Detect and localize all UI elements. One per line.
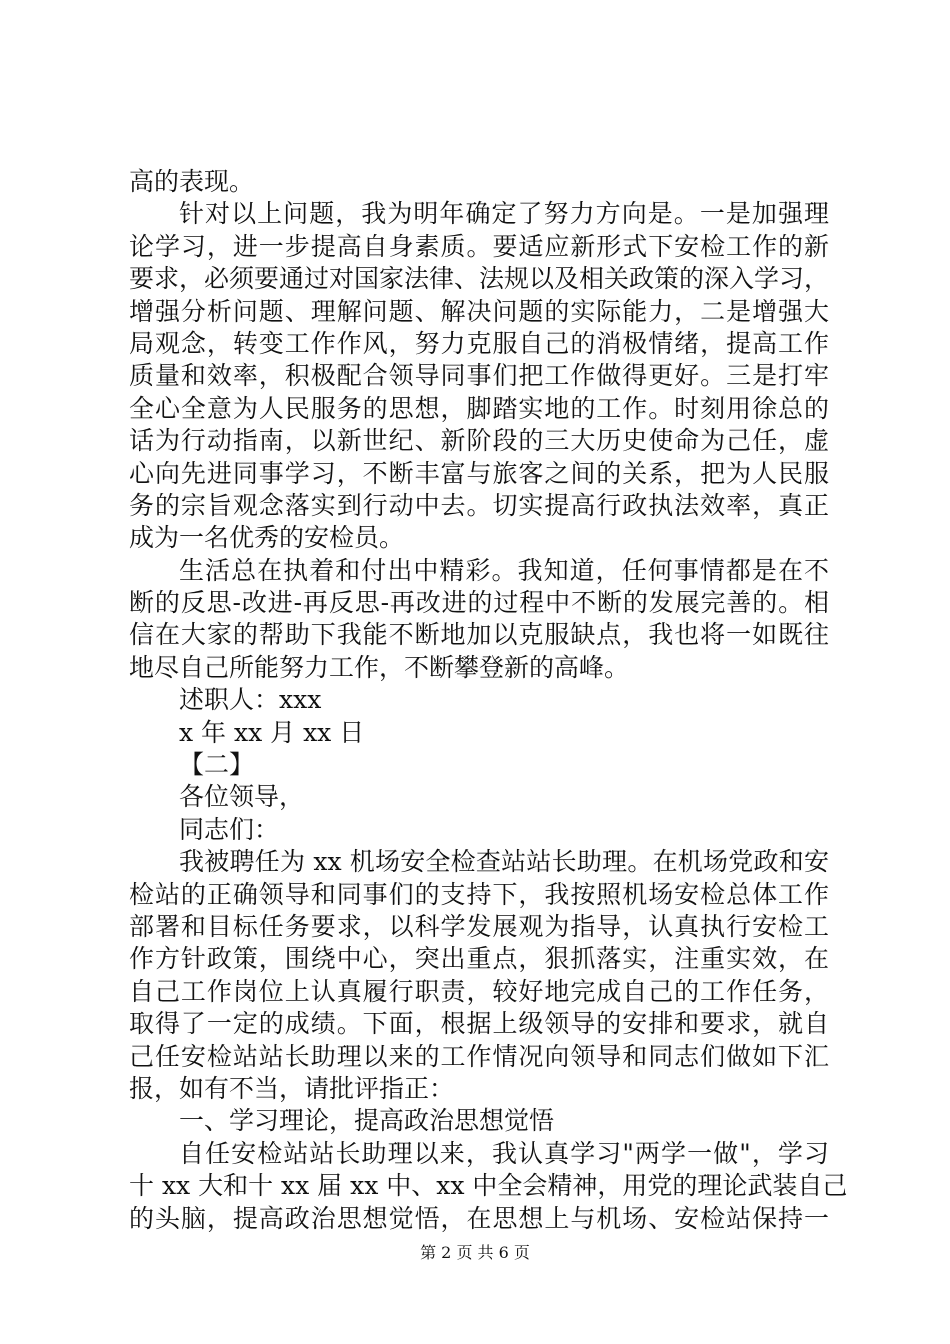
text-line: 信在大家的帮助下我能不断地加以克服缺点，我也将一如既往 xyxy=(129,620,829,650)
text-line: 十 xx 大和十 xx 届 xx 中、xx 中全会精神，用党的理论武装自己 xyxy=(129,1171,848,1201)
text-line: 地尽自己所能努力工作，不断攀登新的高峰。 xyxy=(129,652,630,682)
text-line: 高的表现。 xyxy=(129,167,255,196)
text-line: 论学习，进一步提高自身素质。要适应新形式下安检工作的新 xyxy=(129,231,829,261)
text-line: 全心全意为人民服务的思想，脚踏实地的工作。时刻用徐总的 xyxy=(129,393,829,423)
text-line: 作方针政策，围绕中心，突出重点，狠抓落实，注重实效，在 xyxy=(129,944,829,974)
text-line: 【二】 xyxy=(179,750,255,780)
text-line: 要求，必须要通过对国家法律、法规以及相关政策的深入学习， xyxy=(129,264,830,294)
text-line: 检站的正确领导和同事们的支持下，我按照机场安检总体工作 xyxy=(129,879,829,909)
text-line: 务的宗旨观念落实到行动中去。切实提高行政执法效率，真正 xyxy=(129,490,829,520)
text-line: 局观念，转变工作作风，努力克服自己的消极情绪，提高工作 xyxy=(129,328,829,358)
text-line: 断的反思-改进-再反思-再改进的过程中不断的发展完善的。相 xyxy=(129,588,829,618)
text-line: 一、学习理论，提高政治思想觉悟 xyxy=(179,1106,555,1136)
document-body xyxy=(129,166,848,1235)
text-line: 同志们： xyxy=(179,814,280,844)
text-line: 述职人：xxx xyxy=(179,685,322,715)
text-line: 取得了一定的成绩。下面，根据上级领导的安排和要求，就自 xyxy=(129,1009,829,1039)
text-line: 针对以上问题，我为明年确定了努力方向是。一是加强理 xyxy=(179,199,829,229)
text-line: 报，如有不当，请批评指正： xyxy=(129,1073,455,1103)
text-line: 心向先进同事学习，不断丰富与旅客之间的关系，把为人民服 xyxy=(129,458,829,488)
page-footer: 第 2 页 共 6 页 xyxy=(420,1243,530,1262)
text-line: 生活总在执着和付出中精彩。我知道，任何事情都是在不 xyxy=(179,555,829,585)
text-line: 话为行动指南，以新世纪、新阶段的三大历史使命为己任，虚 xyxy=(129,426,829,456)
text-line: x 年 xx 月 xx 日 xyxy=(179,717,365,747)
text-line: 质量和效率，积极配合领导同事们把工作做得更好。三是打牢 xyxy=(129,361,829,391)
text-line: 自己工作岗位上认真履行职责，较好地完成自己的工作任务， xyxy=(129,976,829,1006)
text-line: 自任安检站站长助理以来，我认真学习"两学一做"，学习 xyxy=(179,1138,829,1168)
text-line: 己任安检站站长助理以来的工作情况向领导和同志们做如下汇 xyxy=(129,1041,829,1071)
text-line: 我被聘任为 xx 机场安全检查站站长助理。在机场党政和安 xyxy=(179,847,829,877)
text-line: 部署和目标任务要求，以科学发展观为指导，认真执行安检工 xyxy=(129,911,829,941)
text-line: 成为一名优秀的安检员。 xyxy=(129,523,405,553)
text-line: 各位领导， xyxy=(179,782,305,812)
text-line: 增强分析问题、理解问题、解决问题的实际能力，二是增强大 xyxy=(129,296,829,326)
text-line: 的头脑，提高政治思想觉悟，在思想上与机场、安检站保持一 xyxy=(129,1203,829,1233)
